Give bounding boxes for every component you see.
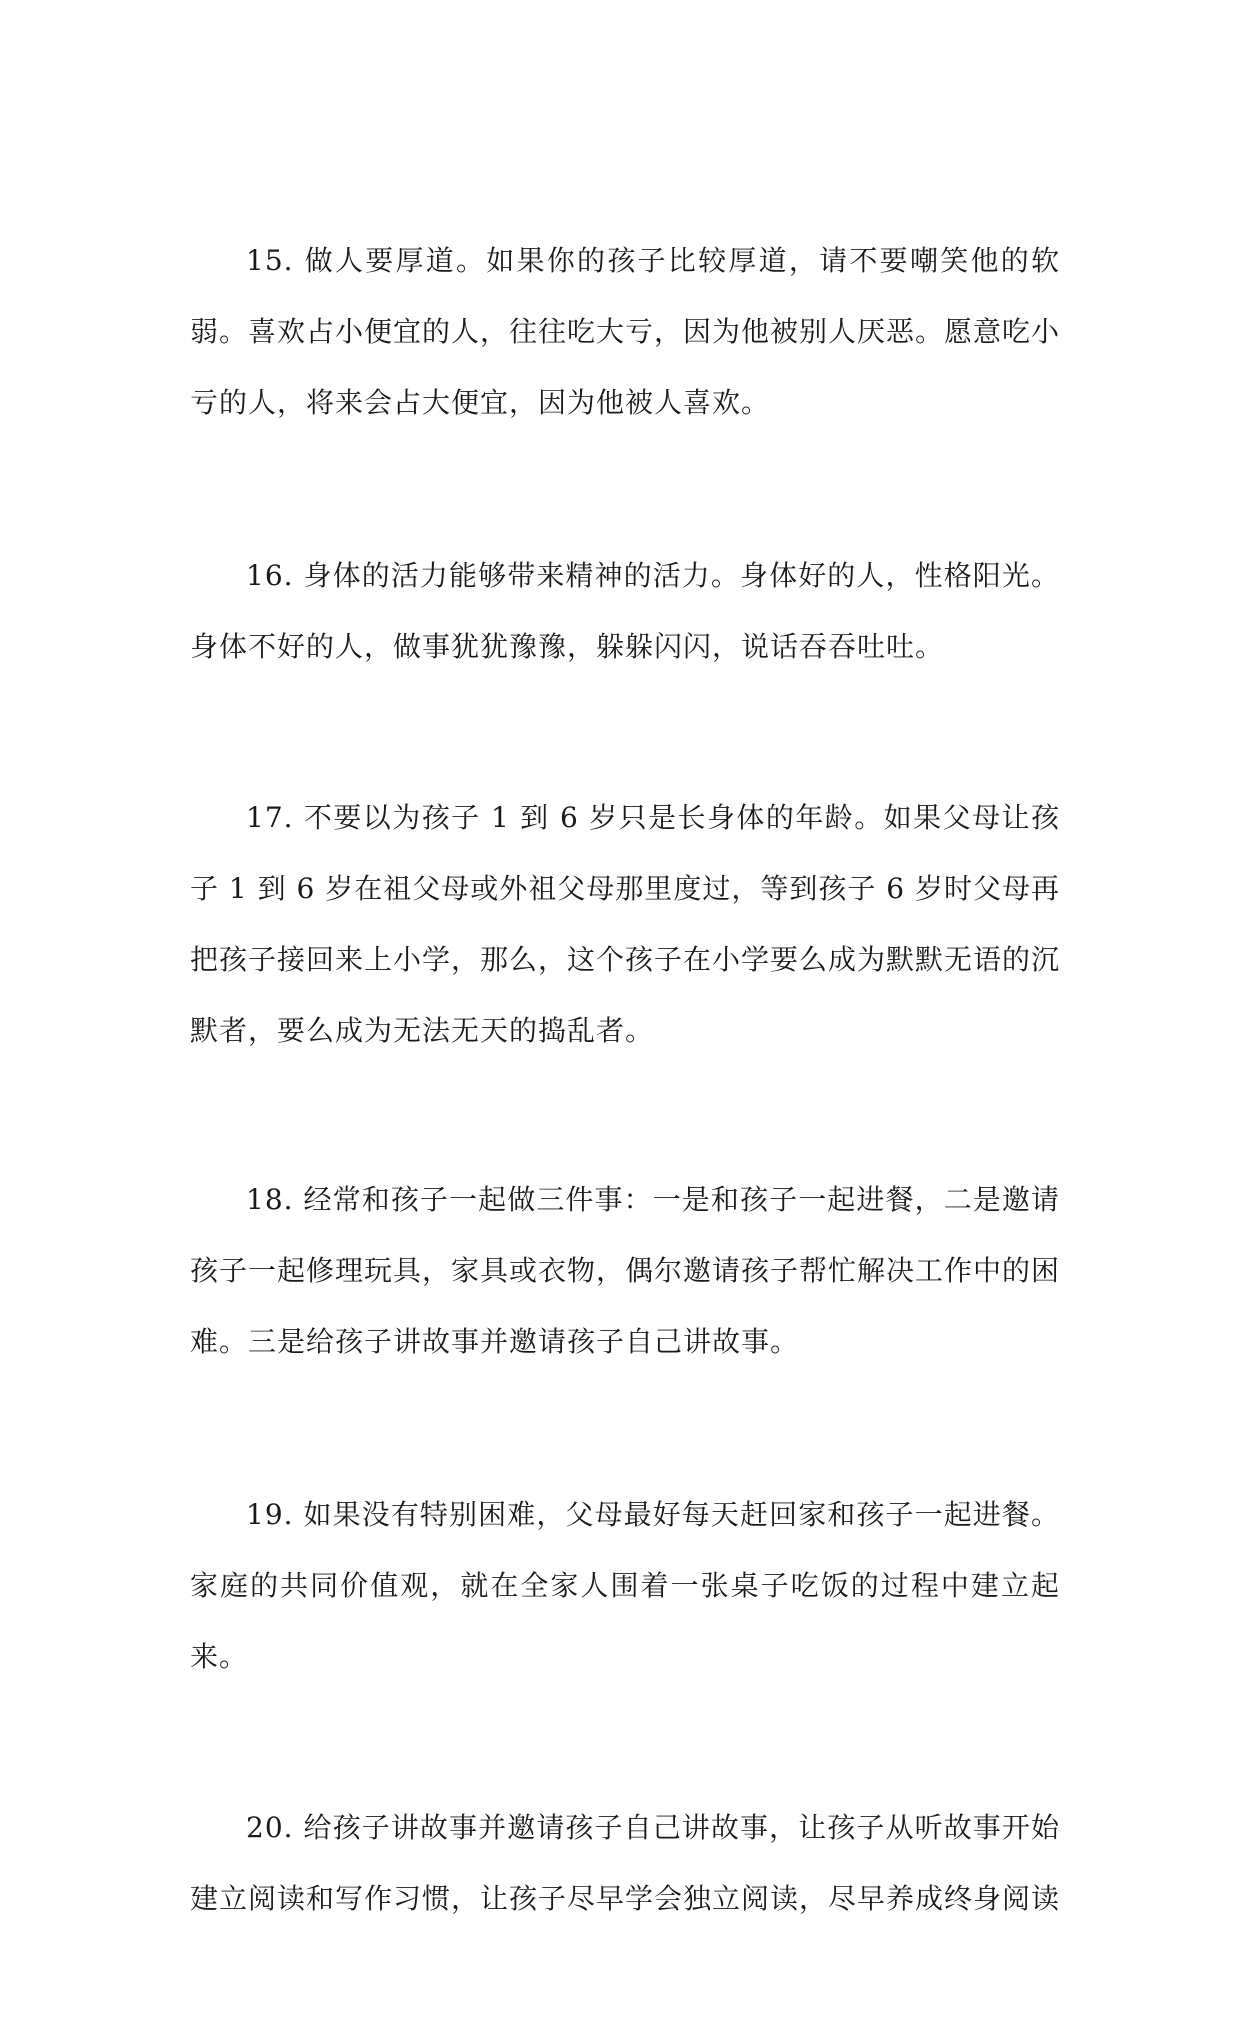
paragraph-18: 18. 经常和孩子一起做三件事：一是和孩子一起进餐，二是邀请孩子一起修理玩具，家具或衣物，偶尔邀请孩子帮忙解决工作中的困难。三是给孩子讲故事并邀请孩子自己讲故事。 — [190, 1183, 1061, 1358]
paragraph-20: 20. 给孩子讲故事并邀请孩子自己讲故事，让孩子从听故事开始建立阅读和写作习惯，让孩子尽早学会独立阅读，尽早养成终身阅读 — [190, 1811, 1061, 1915]
paragraph-17: 17. 不要以为孩子 1 到 6 岁只是长身体的年龄。如果父母让孩子 1 到 6 岁在祖父母或外祖父母那里度过，等到孩子 6 岁时父母再把孩子接回来上小学，那么，这个孩子在小学要么成为默默无语的沉默者，要么成为无法无天的捣乱者。 — [190, 801, 1061, 1047]
paragraph-15: 15. 做人要厚道。如果你的孩子比较厚道，请不要嘲笑他的软弱。喜欢占小便宜的人，往往吃大亏，因为他被别人厌恶。愿意吃小亏的人，将来会占大便宜，因为他被人喜欢。 — [190, 244, 1061, 419]
paragraph-16: 16. 身体的活力能够带来精神的活力。身体好的人，性格阳光。身体不好的人，做事犹犹豫豫，躲躲闪闪，说话吞吞吐吐。 — [190, 559, 1060, 663]
document-body — [190, 225, 1060, 2034]
paragraph-19: 19. 如果没有特别困难，父母最好每天赶回家和孩子一起进餐。家庭的共同价值观，就在全家人围着一张桌子吃饭的过程中建立起来。 — [190, 1498, 1060, 1673]
